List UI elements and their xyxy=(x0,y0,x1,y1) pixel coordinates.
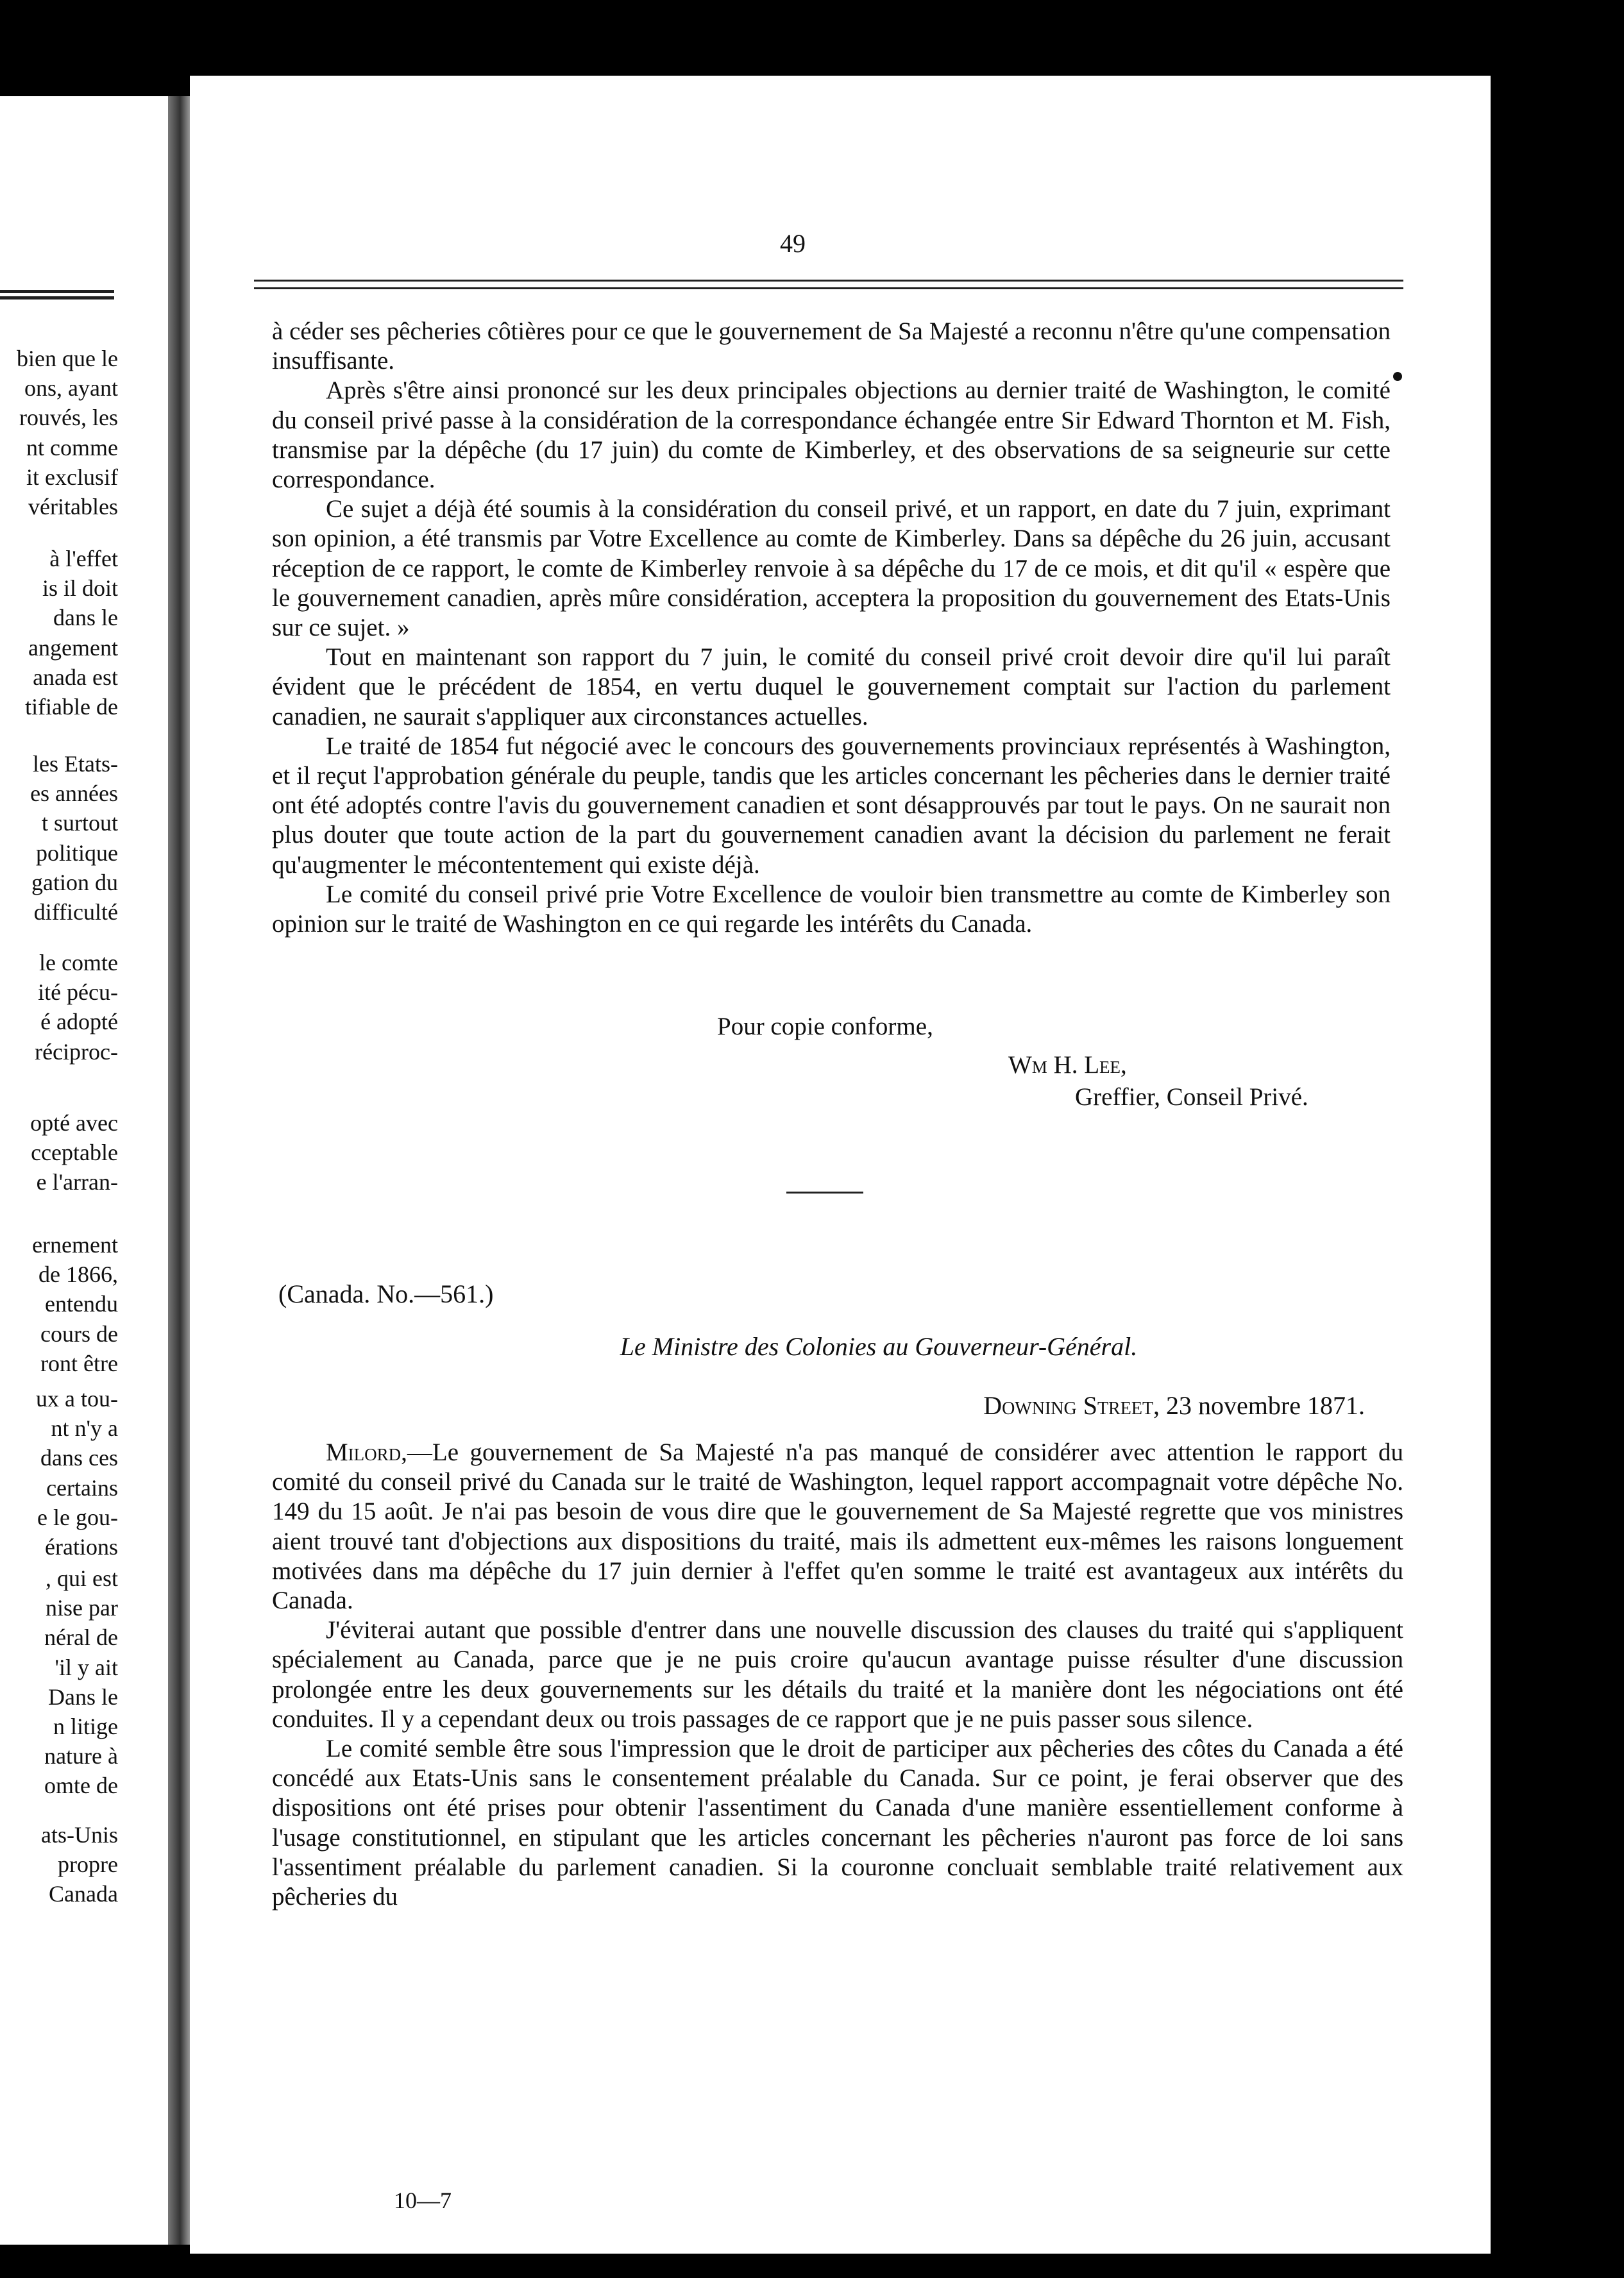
fragment-line: e le gou- xyxy=(37,1504,118,1530)
book-gutter xyxy=(168,96,190,2245)
fragment-line: nt comme xyxy=(26,434,118,460)
fragment-line: é adopté xyxy=(40,1009,118,1035)
report-conclusion xyxy=(272,317,1391,939)
fragment-line: le comte xyxy=(39,950,118,975)
fragment-line: cours de xyxy=(40,1320,118,1347)
ink-spot xyxy=(1393,372,1402,381)
fragment-line: opté avec xyxy=(30,1110,118,1136)
fragment-line: cceptable xyxy=(31,1140,118,1166)
fragment-line: it exclusif xyxy=(26,464,118,490)
fragment-line: propre xyxy=(58,1852,118,1878)
fragment-line: gation du xyxy=(31,869,118,895)
fragment-line: néral de xyxy=(44,1624,118,1651)
paragraph: Le traité de 1854 fut négocié avec le concours des gouvernements provinciaux représentés à Washington, et il reçut l'approbation générale du peuple, tandis que les articles concernant les pêcheries dans le dernier traité ont été adoptés contre l'avis du gouvernement canadien et sont désapprouvés par tout le pays. On ne saurait non plus douter que toute action de la part du gouvernement canadien avant la décision du parlement ne ferait qu'augmenter le mécontentement qui existe déjà. xyxy=(272,732,1391,879)
fragment-line: ernement xyxy=(32,1232,118,1258)
section-divider xyxy=(786,1192,863,1194)
fragment-line: érations xyxy=(45,1534,118,1560)
document-page xyxy=(190,76,1491,2254)
printer-signature-mark: 10—7 xyxy=(394,2188,452,2213)
fragment-line: dans le xyxy=(53,605,118,631)
fragment-line: , qui est xyxy=(46,1565,118,1591)
fragment-line: politique xyxy=(36,839,118,866)
fragment-line: nature à xyxy=(44,1743,118,1769)
fragment-line: entendu xyxy=(45,1291,118,1317)
fragment-line: omte de xyxy=(44,1773,118,1799)
fragment-line: is il doit xyxy=(42,575,118,602)
header-rule xyxy=(0,296,114,300)
fragment-line: dans ces xyxy=(40,1445,118,1471)
fragment-line: de 1866, xyxy=(38,1261,118,1288)
page-number: 49 xyxy=(780,229,806,258)
dateline-date: 23 novembre 1871. xyxy=(1166,1391,1365,1420)
fragment-line: véritables xyxy=(28,494,118,519)
dateline-place: Downing Street, xyxy=(983,1391,1160,1420)
header-rule xyxy=(254,280,1403,282)
fragment-line: ats-Unis xyxy=(41,1822,118,1848)
paragraph: Le comité semble être sous l'impression que le droit de participer aux pêcheries des côtes du Canada a été concédé aux Etats-Unis sans le consentement préalable du Canada. Sur ce point, je ferai observer que des dispositions ont été prises pour obtenir l'assentiment du Canada d'une manière essentiellement conforme à l'usage constitutionnel, en stipulant que les articles concernant les pêcheries n'auront pas force de loi sans l'assentiment préalable du parlement canadien. Si la couronne concluait semblable traité relativement aux pêcheries du xyxy=(272,1735,1403,1911)
copy-attestation: Pour copie conforme, xyxy=(717,1013,933,1040)
fragment-line: difficulté xyxy=(33,899,118,925)
fragment-line: ons, ayant xyxy=(24,375,118,401)
paragraph: J'éviterai autant que possible d'entrer dans une nouvelle discussion des clauses du traité qui s'appliquent spécialement au Canada, parce que je ne puis croire qu'aucun avantage puisse résulter d'une discussion prolongée entre les deux gouvernements sur les détails du traité et la manière dont les négociations ont été conduites. Il y a cependant deux ou trois passages de ce rapport que je ne puis passer sous silence. xyxy=(272,1616,1403,1733)
paragraph: à céder ses pêcheries côtières pour ce que le gouvernement de Sa Majesté a reconnu n'être qu'une compensation insuffisante. xyxy=(272,317,1391,375)
fragment-line: angement xyxy=(28,634,118,661)
fragment-line: bien que le xyxy=(17,346,118,371)
paragraph: Tout en maintenant son rapport du 7 juin, le comité du conseil privé croit devoir dire qu'il lui paraît évident que le précédent de 1854, en vertu duquel le gouvernement comptait sur l'action du parlement canadien, ne saurait s'appliquer aux circonstances actuelles. xyxy=(272,643,1391,730)
adjacent-page-fragment xyxy=(0,96,168,2245)
header-rule xyxy=(0,290,114,293)
fragment-line: réciproc- xyxy=(35,1038,118,1065)
fragment-line: nt n'y a xyxy=(51,1415,118,1442)
fragment-line: Dans le xyxy=(48,1683,118,1710)
fragment-line: certains xyxy=(46,1474,118,1501)
dispatch-reference: (Canada. No.—561.) xyxy=(278,1279,494,1308)
header-rule xyxy=(254,287,1403,289)
fragment-line: rouvés, les xyxy=(19,405,118,431)
fragment-line: 'il y ait xyxy=(55,1654,118,1680)
fragment-line: e l'arran- xyxy=(36,1169,118,1195)
dispatch-body xyxy=(272,1438,1403,1912)
fragment-line: n litige xyxy=(53,1714,118,1739)
paragraph: Ce sujet a déjà été soumis à la considération du conseil privé, et un rapport, en date du 7 juin, exprimant son opinion, a été transmis par Votre Excellence au comte de Kimberley. Dans sa dépêche du 26 juin, accusant réception de ce rapport, le comte de Kimberley renvoie à sa dépêche du 17 de ce mois, et dit qu'il « espère que le gouvernement canadien, après mûre considération, acceptera la proposition du gouvernement des Etats-Unis sur ce sujet. » xyxy=(272,495,1391,642)
fragment-line: anada est xyxy=(33,664,118,690)
fragment-line: es années xyxy=(30,780,118,807)
fragment-line: t surtout xyxy=(41,810,118,836)
fragment-line: ité pécu- xyxy=(38,979,118,1006)
fragment-line: les Etats- xyxy=(33,751,118,777)
dateline xyxy=(983,1390,1365,1421)
signatory-name: Wm H. Lee, xyxy=(1008,1051,1127,1079)
paragraph: Après s'être ainsi prononcé sur les deux principales objections au dernier traité de Washington, le comité du conseil privé passe à la considération de la correspondance échangée entre Sir Edward Thornton et M. Fish, transmise par la dépêche (du 17 juin) du comte de Kimberley, et des observations de sa seigneurie sur cette correspondance. xyxy=(272,376,1391,494)
fragment-line: nise par xyxy=(46,1595,118,1621)
fragment-line: ront être xyxy=(40,1350,118,1376)
fragment-line: à l'effet xyxy=(49,546,118,571)
paragraph: Le comité du conseil privé prie Votre Excellence de vouloir bien transmettre au comte de Kimberley son opinion sur le traité de Washington en ce qui regarde les intérêts du Canada. xyxy=(272,880,1391,938)
fragment-line: Canada xyxy=(49,1881,118,1907)
fragment-line: ux a tou- xyxy=(36,1386,118,1412)
signatory-title: Greffier, Conseil Privé. xyxy=(1075,1083,1308,1111)
fragment-line: tifiable de xyxy=(25,694,118,720)
dispatch-heading: Le Ministre des Colonies au Gouverneur-Général. xyxy=(620,1332,1138,1361)
salutation: Milord,— xyxy=(326,1439,432,1466)
paragraph: Le gouvernement de Sa Majesté n'a pas manqué de considérer avec attention le rapport du comité du conseil privé du Canada sur le traité de Washington, lequel rapport accompagnait votre dépêche No. 149 du 15 août. Je n'ai pas besoin de vous dire que le gouvernement de Sa Majesté regrette que vos ministres aient trouvé tant d'objections aux dispositions du traité, mais ils admettent eux-mêmes les raisons longuement motivées dans ma dépêche du 17 juin dernier à l'effet qu'en somme le traité est avantageux aux intérêts du Canada. xyxy=(272,1439,1403,1615)
